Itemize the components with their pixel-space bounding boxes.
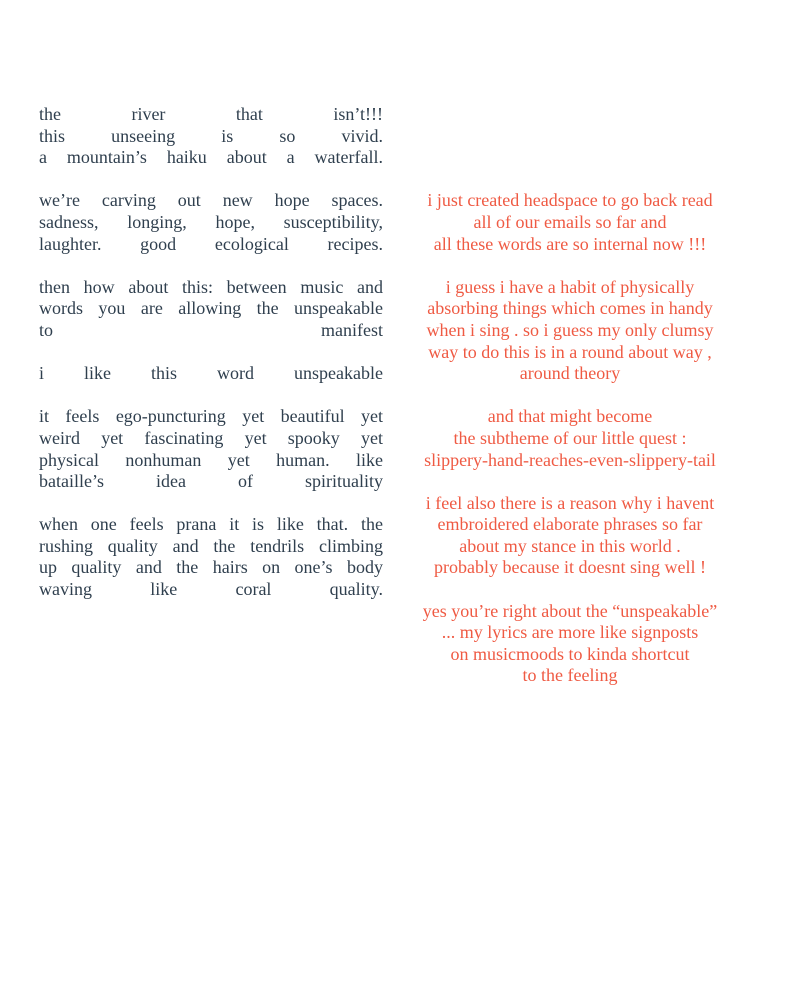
poem-line: embroidered elaborate phrases so far xyxy=(437,514,703,535)
poem-line: absorbing things which comes in handy xyxy=(427,298,713,319)
left-stanza xyxy=(39,406,383,492)
poem-line: the river that isn’t!!! xyxy=(39,104,383,124)
left-stanza xyxy=(39,190,383,255)
poem-line: i just created headspace to go back read xyxy=(427,190,713,211)
poem-line: and that might become xyxy=(487,406,653,427)
poem-line: about my stance in this world . xyxy=(459,535,681,556)
poem-line: to manifest xyxy=(39,319,383,340)
poem-line: this unseeing is so vivid. xyxy=(39,125,383,146)
left-stanza xyxy=(39,104,383,169)
poem-line: we’re carving out new hope spaces. xyxy=(39,190,383,211)
poem-line: bataille’s idea of spirituality xyxy=(39,471,383,492)
left-stanza xyxy=(39,277,383,342)
poem-line: around theory xyxy=(519,363,621,384)
poem-line: all these words are so internal now !!! xyxy=(433,233,707,254)
left-stanza xyxy=(39,514,383,600)
column-spacer xyxy=(402,104,738,190)
left-stanza xyxy=(39,363,383,385)
right-stanza xyxy=(402,493,738,579)
right-stanza xyxy=(402,601,738,687)
left-column xyxy=(39,104,383,622)
poem-line: waving like coral quality. xyxy=(39,579,383,600)
poem-line: i like this word unspeakable xyxy=(39,363,383,384)
poem-line: ... my lyrics are more like signposts xyxy=(441,622,699,643)
poem-line: probably because it doesnt sing well ! xyxy=(434,557,706,578)
poem-line: sadness, longing, hope, susceptibility, xyxy=(39,211,383,232)
poem-line: slippery-hand-reaches-even-slippery-tail xyxy=(424,449,716,470)
right-stanza xyxy=(402,190,738,255)
poem-line: then how about this: between music and xyxy=(39,276,383,297)
poem-line: when one feels prana it is like that. the xyxy=(39,514,383,535)
poem-line: on musicmoods to kinda shortcut xyxy=(450,643,690,664)
poem-line: up quality and the hairs on one’s body xyxy=(39,557,383,578)
poem-line: laughter. good ecological recipes. xyxy=(39,233,383,254)
poem-line: words you are allowing the unspeakable xyxy=(39,298,383,319)
poem-line: i guess i have a habit of physically xyxy=(445,276,695,297)
right-stanza xyxy=(402,406,738,471)
poem-line: a mountain’s haiku about a waterfall. xyxy=(39,147,383,168)
poem-line: yes you’re right about the “unspeakable” xyxy=(422,600,718,621)
right-stanza xyxy=(402,277,738,385)
poem-line: it feels ego-puncturing yet beautiful yet xyxy=(39,406,383,427)
poem-line: rushing quality and the tendrils climbing xyxy=(39,535,383,556)
poem-line: when i sing . so i guess my only clumsy xyxy=(426,319,714,340)
poem-line: physical nonhuman yet human. like xyxy=(39,449,383,470)
poem-line: weird yet fascinating yet spooky yet xyxy=(39,427,383,448)
right-column xyxy=(402,104,738,709)
poem-line: way to do this is in a round about way , xyxy=(428,341,712,362)
poem-line: all of our emails so far and xyxy=(473,211,667,232)
poem-line: to the feeling xyxy=(522,665,618,686)
poem-line: the subtheme of our little quest : xyxy=(453,427,687,448)
poem-line: i feel also there is a reason why i havent xyxy=(425,492,715,513)
